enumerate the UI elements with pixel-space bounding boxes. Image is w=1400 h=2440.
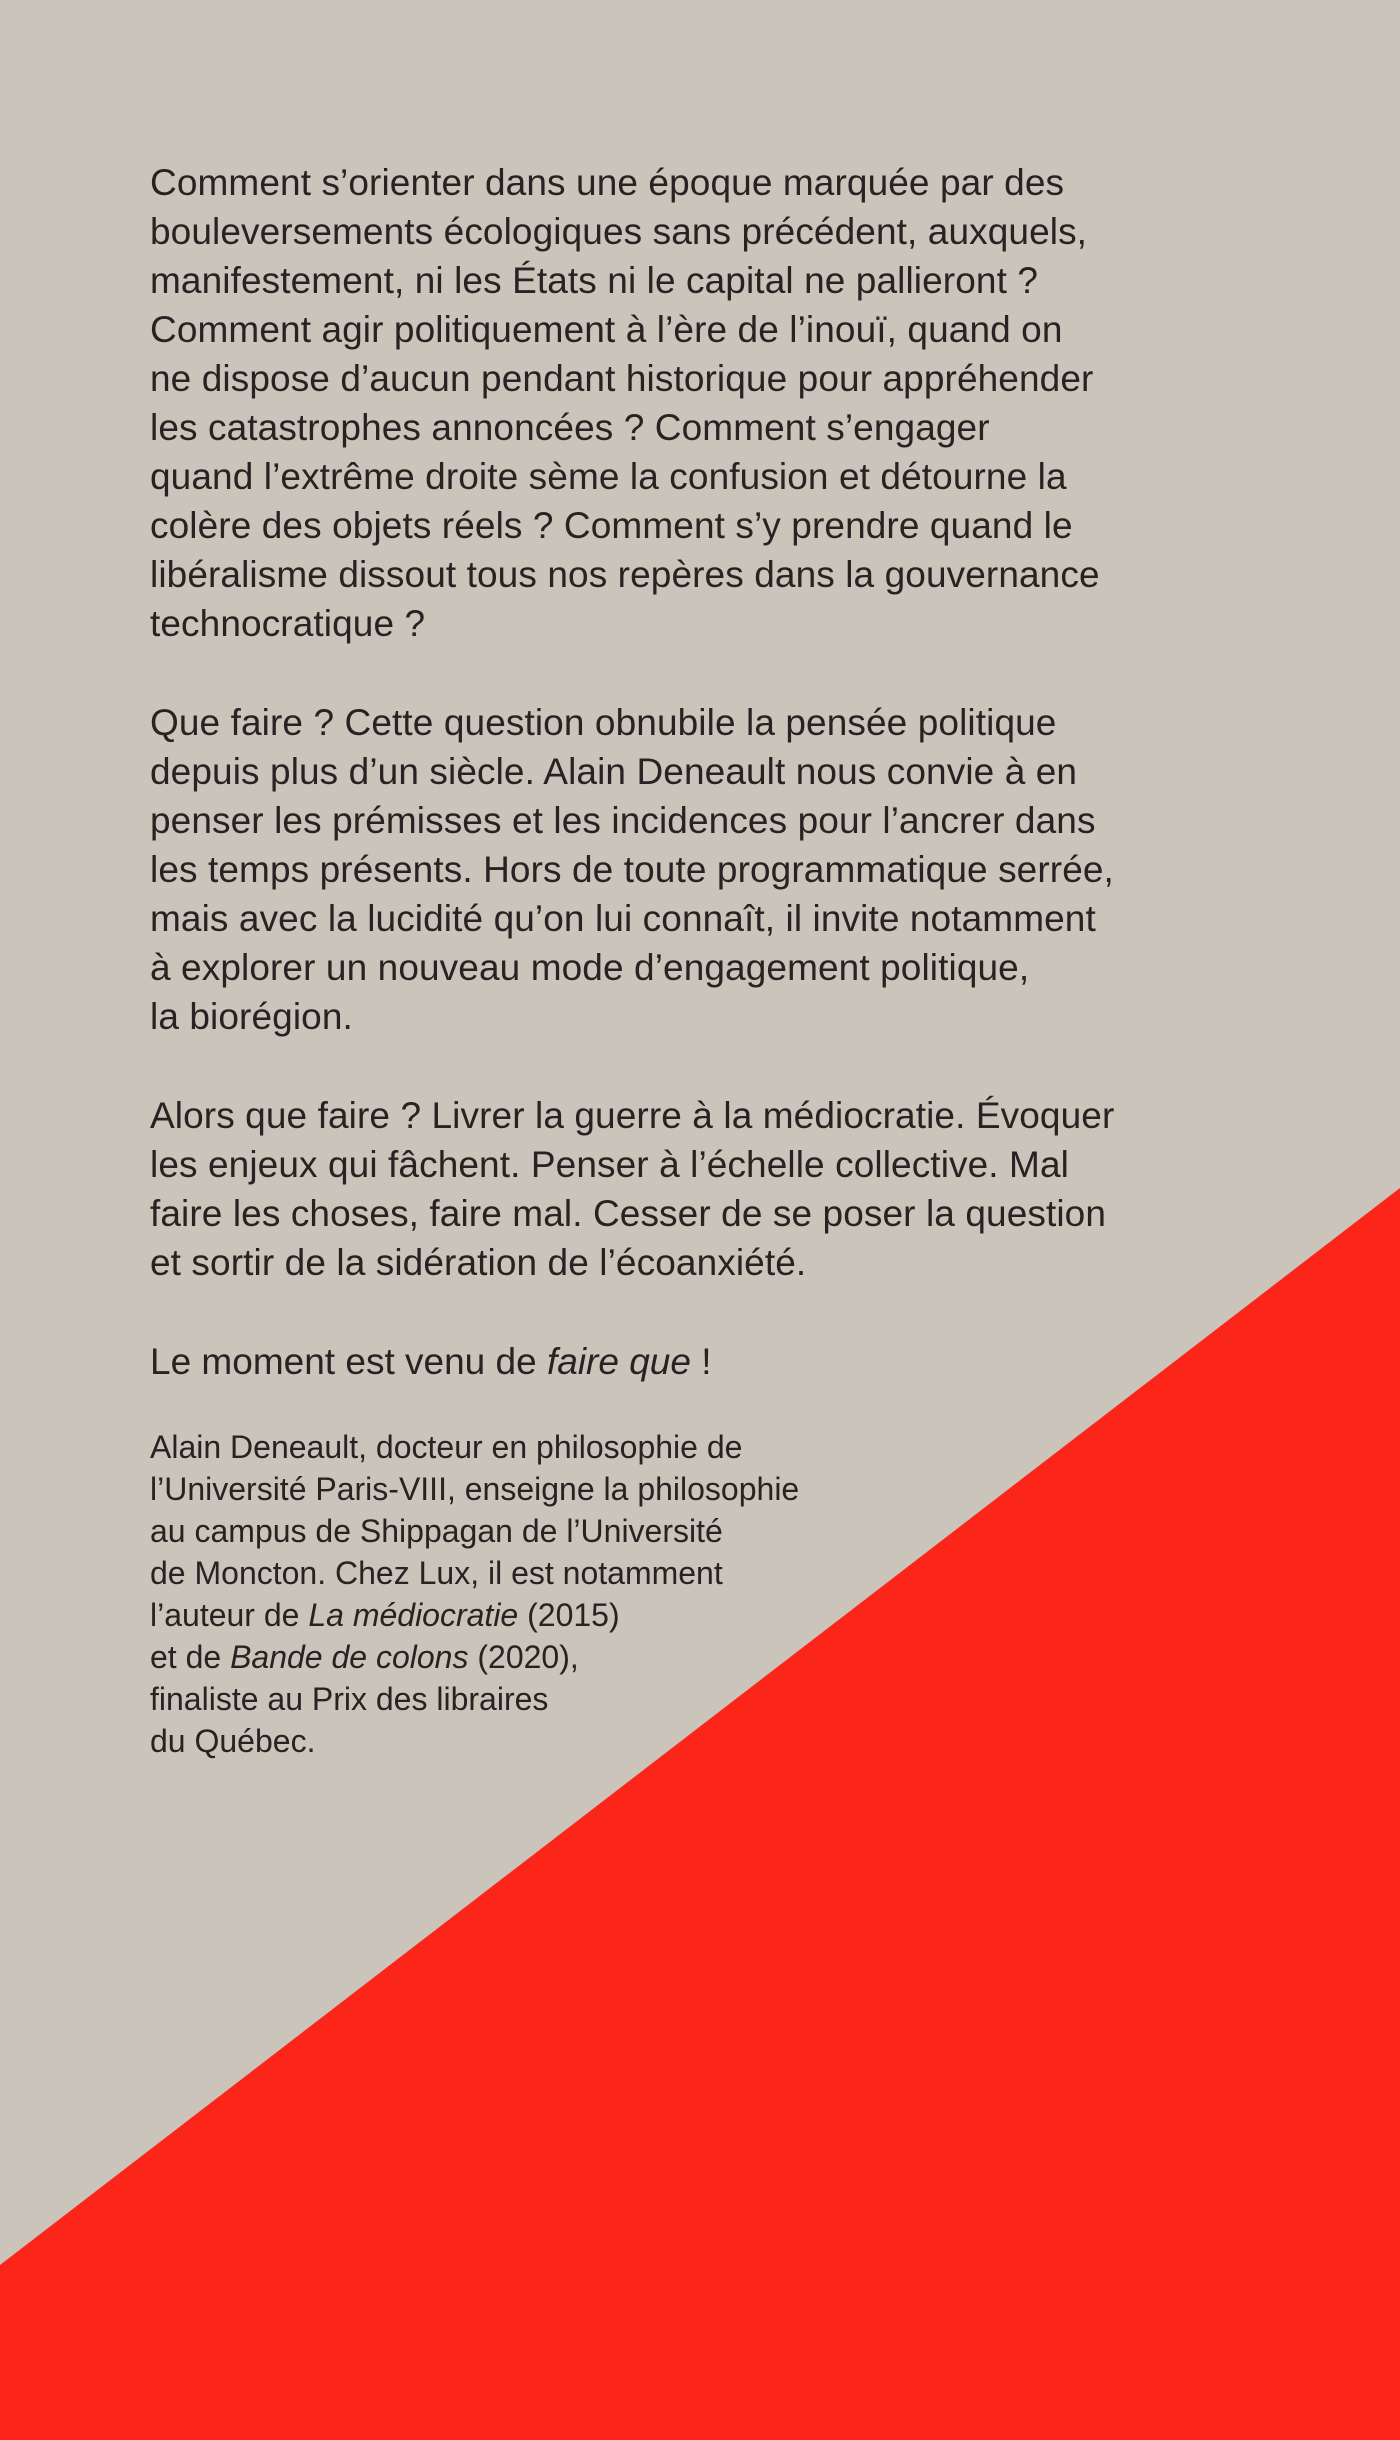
- text-line: manifestement, ni les États ni le capital ne pallieront ?: [150, 260, 1039, 301]
- bio-text: et de: [150, 1639, 231, 1675]
- bio-line: [150, 1636, 910, 1678]
- bio-line: du Québec.: [150, 1723, 316, 1759]
- text-line: bouleversements écologiques sans précédent, auxquels,: [150, 211, 1088, 252]
- paragraph-3: [150, 1091, 1270, 1287]
- text-line: libéralisme dissout tous nos repères dans la gouvernance: [150, 554, 1100, 595]
- book-title-mediocratie: La médiocratie: [308, 1597, 519, 1633]
- text-line: la biorégion.: [150, 996, 353, 1037]
- text-line: Que faire ? Cette question obnubile la pensée politique: [150, 702, 1057, 743]
- author-bio: [150, 1426, 910, 1762]
- text-line: mais avec la lucidité qu’on lui connaît, il invite notamment: [150, 898, 1096, 939]
- text-line: ne dispose d’aucun pendant historique pour appréhender: [150, 358, 1094, 399]
- closing-after: !: [690, 1341, 712, 1382]
- text-line: les catastrophes annoncées ? Comment s’engager: [150, 407, 990, 448]
- bio-text: l’auteur de: [150, 1597, 309, 1633]
- text-line: colère des objets réels ? Comment s’y prendre quand le: [150, 505, 1073, 546]
- text-line: faire les choses, faire mal. Cesser de se poser la question: [150, 1193, 1107, 1234]
- bio-line: Alain Deneault, docteur en philosophie de: [150, 1429, 743, 1465]
- text-line: les temps présents. Hors de toute programmatique serrée,: [150, 849, 1114, 890]
- bio-line: finaliste au Prix des libraires: [150, 1681, 549, 1717]
- closing-before: Le moment est venu de: [150, 1341, 547, 1382]
- text-line: les enjeux qui fâchent. Penser à l’échelle collective. Mal: [150, 1144, 1069, 1185]
- bio-text: (2015): [518, 1597, 620, 1633]
- bio-text: (2020),: [468, 1639, 579, 1675]
- bio-line: l’Université Paris-VIII, enseigne la philosophie: [150, 1471, 800, 1507]
- text-line: quand l’extrême droite sème la confusion et détourne la: [150, 456, 1067, 497]
- paragraph-2: [150, 698, 1270, 1041]
- text-line: Comment s’orienter dans une époque marquée par des: [150, 162, 1065, 203]
- cover-text: [150, 158, 1270, 1762]
- text-line: et sortir de la sidération de l’écoanxiété.: [150, 1242, 807, 1283]
- text-line: technocratique ?: [150, 603, 426, 644]
- bio-line: de Moncton. Chez Lux, il est notamment: [150, 1555, 723, 1591]
- bio-line: au campus de Shippagan de l’Université: [150, 1513, 723, 1549]
- book-title-bande-de-colons: Bande de colons: [230, 1639, 469, 1675]
- text-line: Comment agir politiquement à l’ère de l’inouï, quand on: [150, 309, 1063, 350]
- closing-line: [150, 1337, 1270, 1386]
- bio-line: [150, 1594, 910, 1636]
- closing-emphasis: faire que: [546, 1341, 691, 1382]
- text-line: à explorer un nouveau mode d’engagement politique,: [150, 947, 1030, 988]
- paragraph-1: [150, 158, 1270, 648]
- text-line: depuis plus d’un siècle. Alain Deneault nous convie à en: [150, 751, 1078, 792]
- text-line: Alors que faire ? Livrer la guerre à la médiocratie. Évoquer: [150, 1095, 1115, 1136]
- text-line: penser les prémisses et les incidences pour l’ancrer dans: [150, 800, 1096, 841]
